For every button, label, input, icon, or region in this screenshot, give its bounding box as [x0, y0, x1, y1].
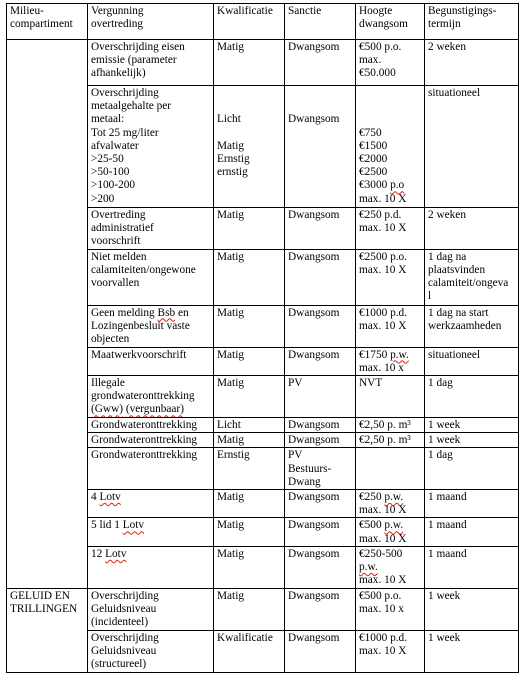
cell-text: Dwangsom [288, 419, 340, 432]
cell-text: Ernstig [217, 152, 250, 165]
cell-text: Dwangsom [288, 519, 340, 532]
cell-text: Matig [217, 348, 244, 361]
cell-text: (structureel) [91, 658, 147, 671]
table-cell [425, 86, 519, 208]
cell-text: max. 10 X [359, 222, 407, 235]
table-cell [88, 546, 214, 588]
table-cell [425, 208, 519, 250]
table-cell [425, 249, 519, 305]
table-cell [214, 418, 285, 433]
cell-text: max. 10 x [359, 361, 404, 374]
cell-text: €2500 p.o. [359, 250, 408, 263]
table-cell [88, 433, 214, 448]
table-cell [356, 347, 425, 375]
table-cell [425, 518, 519, 546]
table-cell [425, 347, 519, 375]
table-cell [88, 347, 214, 375]
table-cell [425, 490, 519, 518]
cell-text: max. 10 X [359, 532, 407, 545]
cell-text: Kwalificatie [217, 631, 273, 644]
table-cell [285, 433, 356, 448]
cell-text: Grondwateronttrekking [91, 449, 198, 462]
compartment-cell [7, 588, 88, 672]
cell-text: Matig [217, 519, 244, 532]
cell-text: €500 p.o. [359, 589, 402, 602]
cell-text: 1 dag [428, 449, 453, 462]
cell-text: €2,50 p. m³ [359, 419, 411, 432]
cell-text: 1 dag [428, 377, 453, 390]
cell-text: Dwangsom [288, 631, 340, 644]
cell-text: Geen melding Bsb en [91, 306, 189, 319]
table-cell [356, 86, 425, 208]
table-cell [214, 249, 285, 305]
table-cell [88, 418, 214, 433]
cell-text: Dwangsom [288, 434, 340, 447]
cell-text: max. 10 x [359, 603, 404, 616]
cell-text: emissie (parameter [91, 54, 177, 67]
cell-text: 12 Lotv [91, 547, 127, 560]
table-cell [214, 208, 285, 250]
cell-text: Dwangsom [288, 250, 340, 263]
table-cell [356, 433, 425, 448]
table-cell [88, 305, 214, 347]
cell-text: Matig [217, 589, 244, 602]
cell-text: Dwangsom [288, 306, 340, 319]
table-cell [285, 546, 356, 588]
cell-text: objecten [91, 333, 130, 346]
header-cell [285, 4, 356, 40]
table-cell [285, 418, 356, 433]
cell-text: Matig [217, 377, 244, 390]
cell-text: 4 Lotv [91, 491, 121, 504]
cell-text: €3000 p.o [359, 179, 405, 192]
cell-text: 2 weken [428, 209, 466, 221]
cell-text: €500 p.w. [359, 519, 404, 532]
table-cell [88, 376, 214, 418]
cell-text: €250 p.w. [359, 491, 404, 504]
cell-text: afhankelijk) [91, 67, 146, 80]
table-cell [356, 490, 425, 518]
cell-text: 1 week [428, 589, 461, 602]
cell-text: >25-50 [91, 153, 124, 166]
cell-text: Ernstig [217, 449, 250, 462]
table-cell [285, 40, 356, 86]
table-cell [88, 518, 214, 546]
cell-text: Sanctie [288, 5, 322, 17]
cell-text: PV [288, 377, 303, 390]
cell-text: max. 10 X [359, 574, 407, 587]
cell-text: Matig [217, 139, 244, 152]
cell-text [10, 41, 84, 54]
compartment-cell [7, 40, 88, 589]
table-cell [425, 588, 519, 630]
cell-text: Overtreding [91, 209, 146, 221]
cell-text: Matig [217, 250, 244, 263]
cell-text [288, 87, 352, 100]
table-cell [214, 546, 285, 588]
cell-text: calamiteit/ongeva [428, 277, 509, 290]
cell-text: (incidenteel) [91, 616, 149, 629]
cell-text: €500 p.o. [359, 41, 402, 53]
cell-text: €50.000 [359, 67, 396, 80]
cell-text: €250-500 [359, 547, 403, 560]
cell-text: 1 dag na start [428, 306, 489, 319]
header-cell [214, 4, 285, 40]
cell-text: Dwangsom [288, 491, 340, 504]
table-cell [88, 448, 214, 490]
cell-text [359, 113, 421, 126]
cell-text: metaalgehalte per [91, 100, 171, 113]
table-row [7, 40, 519, 86]
table-cell [285, 588, 356, 630]
cell-text: Matig [217, 306, 244, 319]
table-cell [285, 448, 356, 490]
cell-text: €2,50 p. m³ [359, 434, 411, 447]
table-cell [356, 630, 425, 672]
table-cell [356, 418, 425, 433]
cell-text: situationeel [428, 348, 481, 361]
table-cell [356, 448, 425, 490]
cell-text: Milieu- [10, 5, 44, 17]
cell-text: calamiteiten/ongewone [91, 263, 196, 276]
cell-text: €1500 [359, 139, 388, 152]
table-cell [214, 347, 285, 375]
cell-text: Maatwerkvoorschrift [91, 348, 187, 361]
cell-text: werkzaamheden [428, 319, 502, 332]
table-header-row [7, 4, 519, 40]
cell-text: max. 10 X [359, 319, 407, 332]
table-cell [285, 490, 356, 518]
cell-text: Kwalificatie [217, 5, 273, 17]
cell-text: voorvallen [91, 277, 140, 290]
cell-text: metaal: [91, 113, 125, 126]
cell-text [359, 87, 421, 100]
cell-text: Licht [217, 113, 241, 126]
table-cell [214, 448, 285, 490]
cell-text: >200 [91, 192, 115, 205]
table-cell [285, 249, 356, 305]
table-cell [214, 588, 285, 630]
table-cell [285, 376, 356, 418]
cell-text: Dwangsom [288, 113, 340, 126]
table-cell [425, 305, 519, 347]
table-cell [285, 518, 356, 546]
cell-text: TRILLINGEN [10, 603, 78, 616]
cell-text: max. 10 X [359, 645, 407, 658]
cell-text [359, 100, 421, 113]
cell-text: Bestuurs- [288, 462, 332, 475]
cell-text: Dwangsom [288, 348, 340, 361]
table-cell [214, 518, 285, 546]
cell-text: Vergunning [91, 5, 144, 17]
cell-text: GELUID EN [10, 589, 70, 602]
cell-text: l [428, 290, 432, 303]
table-cell [214, 376, 285, 418]
cell-text: Illegale [91, 377, 125, 390]
cell-text: p.w. [359, 561, 378, 574]
cell-text: NVT [359, 377, 383, 390]
cell-text: Dwangsom [288, 547, 340, 560]
table-cell [214, 40, 285, 86]
table-cell [285, 305, 356, 347]
cell-text: Dwangsom [288, 589, 340, 602]
table-cell [285, 630, 356, 672]
table-cell [356, 40, 425, 86]
cell-text: dwangsom [359, 18, 408, 31]
cell-text: 1 maand [428, 547, 467, 560]
cell-text: Licht [217, 419, 241, 432]
cell-text: ernstig [217, 166, 248, 179]
sanction-table [6, 3, 519, 673]
table-cell [88, 249, 214, 305]
cell-text: voorschrift [91, 235, 141, 248]
header-cell [88, 4, 214, 40]
table-cell [425, 630, 519, 672]
cell-text: €250 p.d. [359, 209, 402, 221]
cell-text: 1 week [428, 419, 461, 432]
cell-text: situationeel [428, 87, 481, 99]
cell-text: €1000 p.d. [359, 631, 408, 644]
cell-text: PV [288, 449, 303, 462]
cell-text: 1 maand [428, 491, 467, 504]
document-page [6, 3, 519, 673]
cell-text: Grondwateronttrekking [91, 419, 198, 432]
table-cell [214, 305, 285, 347]
table-cell [356, 588, 425, 630]
table-cell [285, 208, 356, 250]
table-cell [425, 546, 519, 588]
cell-text: Niet melden [91, 250, 147, 263]
table-cell [356, 208, 425, 250]
table-cell [425, 448, 519, 490]
cell-text: max. [359, 54, 382, 67]
cell-text: grondwateronttrekking [91, 390, 195, 403]
cell-text [217, 127, 281, 140]
cell-text: Hoogte [359, 5, 393, 17]
cell-text: €2000 [359, 152, 388, 165]
table-cell [356, 376, 425, 418]
cell-text: overtreding [91, 18, 144, 31]
table-cell [425, 433, 519, 448]
cell-text: Geluidsniveau [91, 603, 157, 616]
cell-text: max. 10 X [359, 504, 407, 517]
table-cell [214, 433, 285, 448]
cell-text: Overschrijding [91, 631, 159, 644]
cell-text: Matig [217, 434, 244, 447]
table-body [7, 40, 519, 673]
cell-text: Dwangsom [288, 41, 340, 53]
table-cell [356, 546, 425, 588]
cell-text: max. 10 X [359, 192, 407, 205]
cell-text: Matig [217, 209, 244, 221]
cell-text: afvalwater [91, 139, 139, 152]
cell-text: €1000 p.d. [359, 306, 408, 319]
table-cell [285, 347, 356, 375]
table-cell [88, 588, 214, 630]
cell-text: Begunstigings- [428, 5, 497, 17]
cell-text: >50-100 [91, 166, 130, 179]
table-cell [356, 518, 425, 546]
cell-text: 2 weken [428, 41, 466, 53]
header-cell [7, 4, 88, 40]
table-cell [425, 376, 519, 418]
cell-text: Lozingenbesluit vaste [91, 319, 190, 332]
cell-text: termijn [428, 18, 461, 31]
cell-text: 1 week [428, 434, 461, 447]
cell-text: plaatsvinden [428, 263, 486, 276]
cell-text [217, 100, 281, 113]
table-cell [425, 40, 519, 86]
cell-text: Matig [217, 547, 244, 560]
table-cell [88, 208, 214, 250]
cell-text: Matig [217, 491, 244, 504]
cell-text: max. 10 X [359, 263, 407, 276]
cell-text: Overschrijding [91, 589, 159, 602]
table-cell [214, 490, 285, 518]
cell-text: Matig [217, 41, 244, 53]
table-cell [88, 86, 214, 208]
cell-text: compartiment [10, 18, 73, 31]
cell-text: Grondwateronttrekking [91, 434, 198, 447]
cell-text [217, 87, 281, 100]
table-cell [425, 418, 519, 433]
table-cell [285, 86, 356, 208]
cell-text: €750 [359, 126, 382, 139]
cell-text: Dwang [288, 475, 321, 488]
cell-text: administratief [91, 222, 154, 235]
cell-text: >100-200 [91, 179, 136, 192]
table-cell [88, 40, 214, 86]
table-row [7, 588, 519, 630]
table-cell [356, 249, 425, 305]
cell-text: Tot 25 mg/liter [91, 126, 159, 139]
cell-text: Overschrijding [91, 87, 159, 99]
table-cell [356, 305, 425, 347]
cell-text: 1 maand [428, 519, 467, 532]
cell-text: 1 dag na [428, 250, 467, 263]
table-cell [88, 630, 214, 672]
cell-text: €2500 [359, 166, 388, 179]
cell-text: Dwangsom [288, 209, 340, 221]
table-cell [88, 490, 214, 518]
cell-text: (Gww) (vergunbaar) [91, 403, 184, 416]
cell-text [288, 100, 352, 113]
cell-text: Overschrijding eisen [91, 41, 185, 53]
table-cell [214, 86, 285, 208]
cell-text: 1 week [428, 631, 461, 644]
table-cell [214, 630, 285, 672]
header-cell [425, 4, 519, 40]
cell-text: Geluidsniveau [91, 645, 157, 658]
cell-text: €1750 p.w. [359, 348, 409, 361]
header-cell [356, 4, 425, 40]
cell-text: 5 lid 1 Lotv [91, 519, 145, 532]
